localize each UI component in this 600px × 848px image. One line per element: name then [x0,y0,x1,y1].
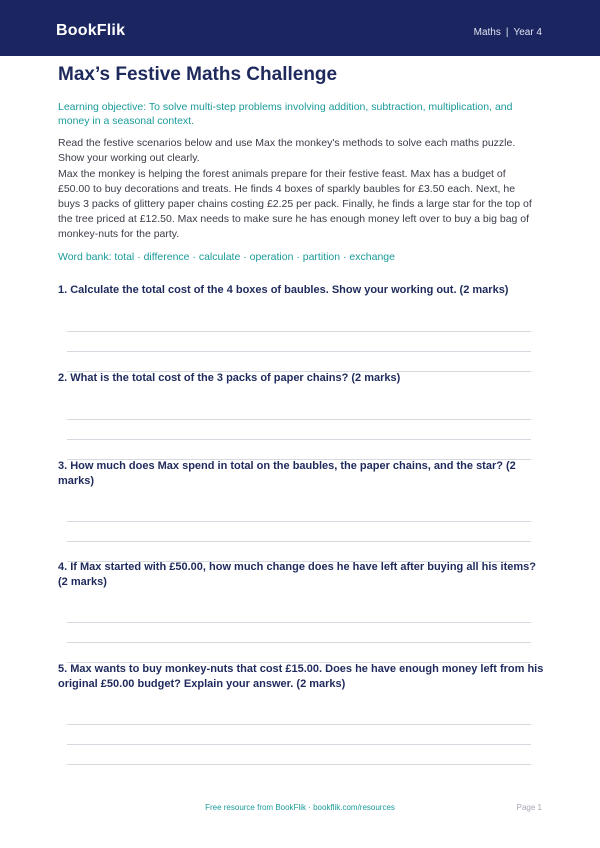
question-4: 4. If Max started with £50.00, how much change does he have left after buying all his items? (2 marks) [58,561,537,588]
subject-year-label [474,27,542,38]
question-1: 1. Calculate the total cost of the 4 boxes of baubles. Show your working out. (2 marks) [58,284,509,296]
brand-logo: BookFlik [56,22,126,39]
header-bar [0,0,600,56]
answer-line[interactable] [67,764,531,765]
scenario-text: Max the monkey is helping the forest animals prepare for their festive feast. Max has a budget of £50.00 to buy decorations and treats. He finds 4 boxes of sparkly baubles for £3.50 each. Next, he buys 3 packs of glittery paper chains costing £2.25 per pack. Finally, he finds a large star for the top of the tree priced at £12.50. Max needs to make sure he has enough money left over to buy a big bag of monkey-nuts for the party. [58,168,532,240]
word-bank: Word bank: total · difference · calculate · operation · partition · exchange [58,251,395,263]
answer-line[interactable] [67,642,531,643]
answer-line[interactable] [67,724,531,725]
answer-line[interactable] [67,541,531,542]
answer-line[interactable] [67,351,531,352]
answer-line[interactable] [67,622,531,623]
learning-objective: Learning objective: To solve multi-step problems involving addition, subtraction, multiplication, and money in a seasonal context. [58,101,513,127]
footer-resource-link[interactable]: Free resource from BookFlik · bookflik.com/resources [205,803,395,812]
answer-line[interactable] [67,521,531,522]
worksheet-title: Max’s Festive Maths Challenge [58,64,338,85]
answer-line[interactable] [67,331,531,332]
question-2: 2. What is the total cost of the 3 packs of paper chains? (2 marks) [58,372,401,384]
question-3: 3. How much does Max spend in total on the baubles, the paper chains, and the star? (2 marks) [58,460,516,487]
subject-label: Maths [473,27,501,38]
year-label: Year 4 [513,27,542,38]
separator: | [505,27,509,38]
page-number: Page 1 [516,803,542,812]
answer-line[interactable] [67,419,531,420]
answer-line[interactable] [67,744,531,745]
answer-line[interactable] [67,439,531,440]
instructions-text: Read the festive scenarios below and use Max the monkey's methods to solve each maths puzzle. Show your working out clearly. [58,137,516,164]
question-5: 5. Max wants to buy monkey-nuts that cost £15.00. Does he have enough money left from his original £50.00 budget? Explain your answer. (2 marks) [58,663,544,690]
